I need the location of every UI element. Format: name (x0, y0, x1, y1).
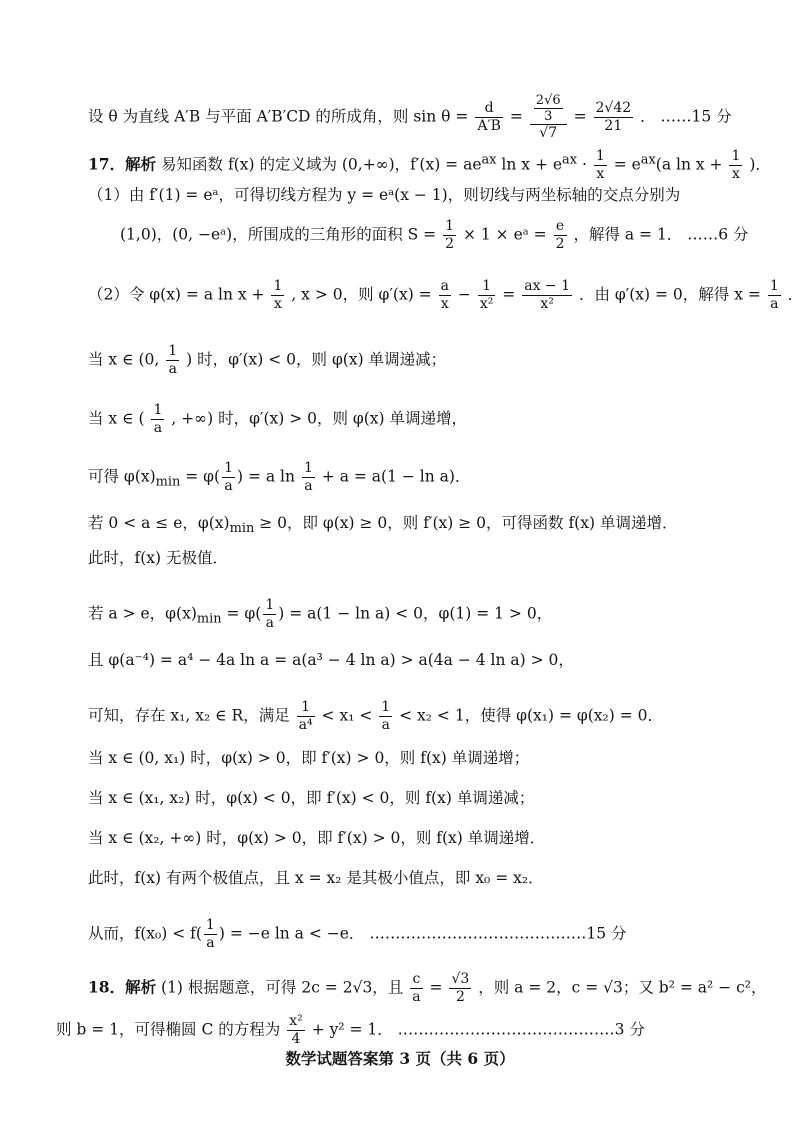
text-line-2 (88, 148, 780, 183)
numerator: 1 (224, 460, 233, 476)
numerator: a (440, 278, 449, 294)
fraction (443, 218, 456, 253)
text-line-15 (88, 788, 780, 808)
denominator: a (224, 478, 233, 494)
text: 则 b = 1，可得椭圆 C 的方程为 (56, 1020, 281, 1039)
numerator: 1 (595, 148, 605, 164)
text: 此时，f(x) 有两个极值点，且 x = x₂ 是其极小值点，即 x₀ = x₂． (88, 869, 544, 887)
fraction (410, 971, 422, 1006)
subscript: min (229, 521, 255, 537)
text-line-18 (88, 917, 780, 952)
denominator: a (153, 420, 163, 436)
text: = (502, 285, 516, 304)
denominator: A′B (477, 118, 501, 134)
text: = φ( (185, 467, 221, 486)
numerator: 1 (205, 917, 215, 933)
superscript: ax (481, 152, 497, 168)
text-line-17 (88, 868, 780, 888)
text: = φ( (226, 604, 262, 623)
text-line-14 (88, 748, 780, 768)
text-line-13 (88, 699, 780, 734)
text: 当 x ∈ (x₁, x₂) 时，φ(x) < 0，即 f′(x) < 0，则 f(x) 单调递减； (88, 789, 535, 807)
fraction (379, 699, 392, 734)
page-footer: 数学试题答案第 3 页（共 6 页） (285, 1049, 515, 1068)
text-line-3 (88, 185, 780, 205)
denominator: x (731, 166, 740, 182)
text: = e (613, 155, 641, 174)
text: )． (749, 155, 771, 174)
text: (1,0)，(0, −eᵃ)，所围成的三角形的面积 S = (120, 225, 437, 244)
denominator: 2 (445, 236, 455, 252)
question-heading: 18．解析 (88, 977, 157, 997)
numerator: 1 (153, 402, 163, 418)
text-line-16 (88, 828, 780, 848)
fraction (166, 343, 179, 378)
text: 若 0 < a ≤ e，φ(x) (88, 514, 230, 532)
denominator: a (770, 296, 779, 312)
text: · (581, 155, 587, 174)
text: ) = a ln (237, 467, 295, 486)
text: + y² = 1． ……………………………………3 分 (311, 1020, 645, 1039)
subscript: min (196, 611, 222, 627)
text-line-8 (88, 460, 780, 495)
text: (1) 根据题意，可得 2c = 2√3，且 (161, 978, 404, 997)
fraction (768, 278, 781, 313)
text: ) 时，φ′(x) < 0，则 φ(x) 单调递减； (186, 350, 447, 369)
text-line-5 (88, 278, 803, 313)
numerator: 1 (265, 597, 275, 613)
fraction-result (594, 100, 634, 135)
denominator: 2 (555, 236, 565, 252)
text: < x₂ < 1，使得 φ(x₁) = φ(x₂) = 0． (399, 706, 663, 725)
fraction (287, 1013, 305, 1048)
numerator: e (554, 218, 567, 236)
text: 当 x ∈ (0, x₁) 时，φ(x) > 0，即 f′(x) > 0，则 f(x) 单调递增； (88, 749, 530, 767)
text: , +∞) 时，φ′(x) > 0，则 φ(x) 单调递增， (171, 409, 468, 428)
text: ln x + e (501, 155, 563, 174)
fraction (449, 971, 471, 1006)
fraction (204, 917, 217, 952)
numerator: c (410, 971, 422, 989)
numerator (530, 93, 567, 125)
numerator: 1 (381, 699, 391, 715)
text-line-12 (88, 650, 780, 670)
fraction (439, 278, 451, 313)
fraction (222, 460, 235, 495)
numerator: √3 (451, 971, 470, 987)
text: ，则 a = 2，c = √3；又 b² = a² − c²， (478, 978, 767, 997)
inner-fraction (534, 93, 563, 124)
numerator: 2√6 (535, 93, 561, 108)
denominator: 21 (604, 118, 623, 134)
compound-fraction (530, 93, 567, 142)
fraction (478, 278, 496, 313)
text: （1）由 f′(1) = eᵃ，可得切线方程为 y = eᵃ(x − 1)，则切线与两坐标轴的交点分别为 (88, 186, 681, 204)
text: 此时，f(x) 无极值． (88, 549, 229, 567)
denominator: a (265, 615, 274, 631)
denominator: √7 (539, 125, 558, 141)
denominator: 4 (291, 1031, 301, 1047)
text: , x > 0，则 φ′(x) = (291, 285, 432, 304)
text: < x₁ < (321, 706, 373, 725)
text: ．由 φ′(x) = 0，解得 x = (578, 285, 761, 304)
text-line-19 (88, 971, 780, 1006)
numerator: 1 (297, 699, 315, 717)
text: 可知，存在 x₁, x₂ ∈ R，满足 (88, 706, 290, 725)
text-line-10 (88, 548, 780, 568)
denominator: a (381, 717, 390, 733)
numerator: d (475, 100, 503, 118)
text-line-4 (120, 218, 780, 253)
numerator: 1 (168, 343, 178, 359)
text: 从而，f(x₀) < f( (88, 924, 202, 943)
fraction (151, 402, 164, 437)
fraction (522, 278, 572, 313)
fraction (729, 148, 742, 183)
denominator: x (440, 296, 449, 312)
score-mark: ． ……15 分 (640, 107, 732, 126)
question-heading: 17．解析 (88, 154, 157, 174)
text: 当 x ∈ (0, (88, 350, 160, 369)
text: + a = a(1 − ln a)． (321, 467, 471, 486)
text: = (573, 107, 587, 126)
text: ． (787, 285, 803, 304)
superscript: ax (562, 152, 578, 168)
fraction (297, 699, 315, 734)
text-line-7 (88, 402, 780, 437)
text: 若 a > e，φ(x) (88, 604, 197, 623)
text: ，解得 a = 1． ……6 分 (573, 225, 749, 244)
numerator: 1 (731, 148, 741, 164)
fraction (271, 278, 284, 313)
subscript: min (155, 474, 181, 490)
text: ) = a(1 − ln a) < 0，φ(1) = 1 > 0， (278, 604, 553, 623)
text: 当 x ∈ ( (88, 409, 145, 428)
fraction-d-over-AB (475, 100, 503, 135)
denominator: a⁴ (298, 717, 313, 733)
numerator: 2√42 (595, 100, 632, 116)
text: 可得 φ(x) (88, 467, 156, 486)
text: = (429, 978, 443, 997)
text: 当 x ∈ (x₂, +∞) 时，φ(x) > 0，即 f′(x) > 0，则 f(x) 单调递增． (88, 829, 546, 847)
denominator: 2 (455, 989, 465, 1005)
numerator: 1 (273, 278, 283, 294)
denominator: x² (540, 296, 554, 312)
text: ) = −e ln a < −e． ……………………………………15 分 (218, 924, 627, 943)
denominator: a (412, 989, 421, 1005)
numerator: ax − 1 (524, 278, 571, 294)
denominator: a (168, 361, 177, 377)
denominator: x (596, 166, 605, 182)
text-line-9 (88, 513, 780, 539)
text: 设 θ 为直线 A′B 与平面 A′B′CD 的所成角，则 sin θ = (88, 107, 469, 126)
fraction (302, 460, 315, 495)
numerator: x² (289, 1013, 303, 1029)
fraction (594, 148, 607, 183)
text-line-1 (88, 93, 780, 142)
text-line-6 (88, 343, 780, 378)
fraction (263, 597, 276, 632)
numerator: 1 (769, 278, 779, 294)
denominator: x (273, 296, 282, 312)
denominator: a (304, 478, 313, 494)
denominator: 3 (544, 109, 553, 124)
text: 且 φ(a⁻⁴) = a⁴ − 4a ln a = a(a³ − 4 ln a) > a(4a − 4 ln a) > 0， (88, 651, 574, 669)
numerator: 1 (445, 218, 455, 234)
denominator: a (206, 935, 215, 951)
text: （2）令 φ(x) = a ln x + (88, 285, 265, 304)
numerator: 1 (303, 460, 313, 476)
text: ≥ 0，即 φ(x) ≥ 0，则 f′(x) ≥ 0，可得函数 f(x) 单调递增． (259, 514, 678, 532)
text: − (457, 285, 471, 304)
text: (a ln x + (655, 155, 723, 174)
text-line-11 (88, 597, 780, 632)
fraction (554, 218, 567, 253)
text: × 1 × eᵃ = (462, 225, 547, 244)
text-line-20 (56, 1013, 780, 1048)
numerator: 1 (478, 278, 496, 296)
denominator: x² (479, 296, 494, 312)
text: 易知函数 f(x) 的定义域为 (0,+∞)，f′(x) = ae (161, 155, 482, 174)
text: = (509, 107, 523, 126)
superscript: ax (640, 152, 656, 168)
